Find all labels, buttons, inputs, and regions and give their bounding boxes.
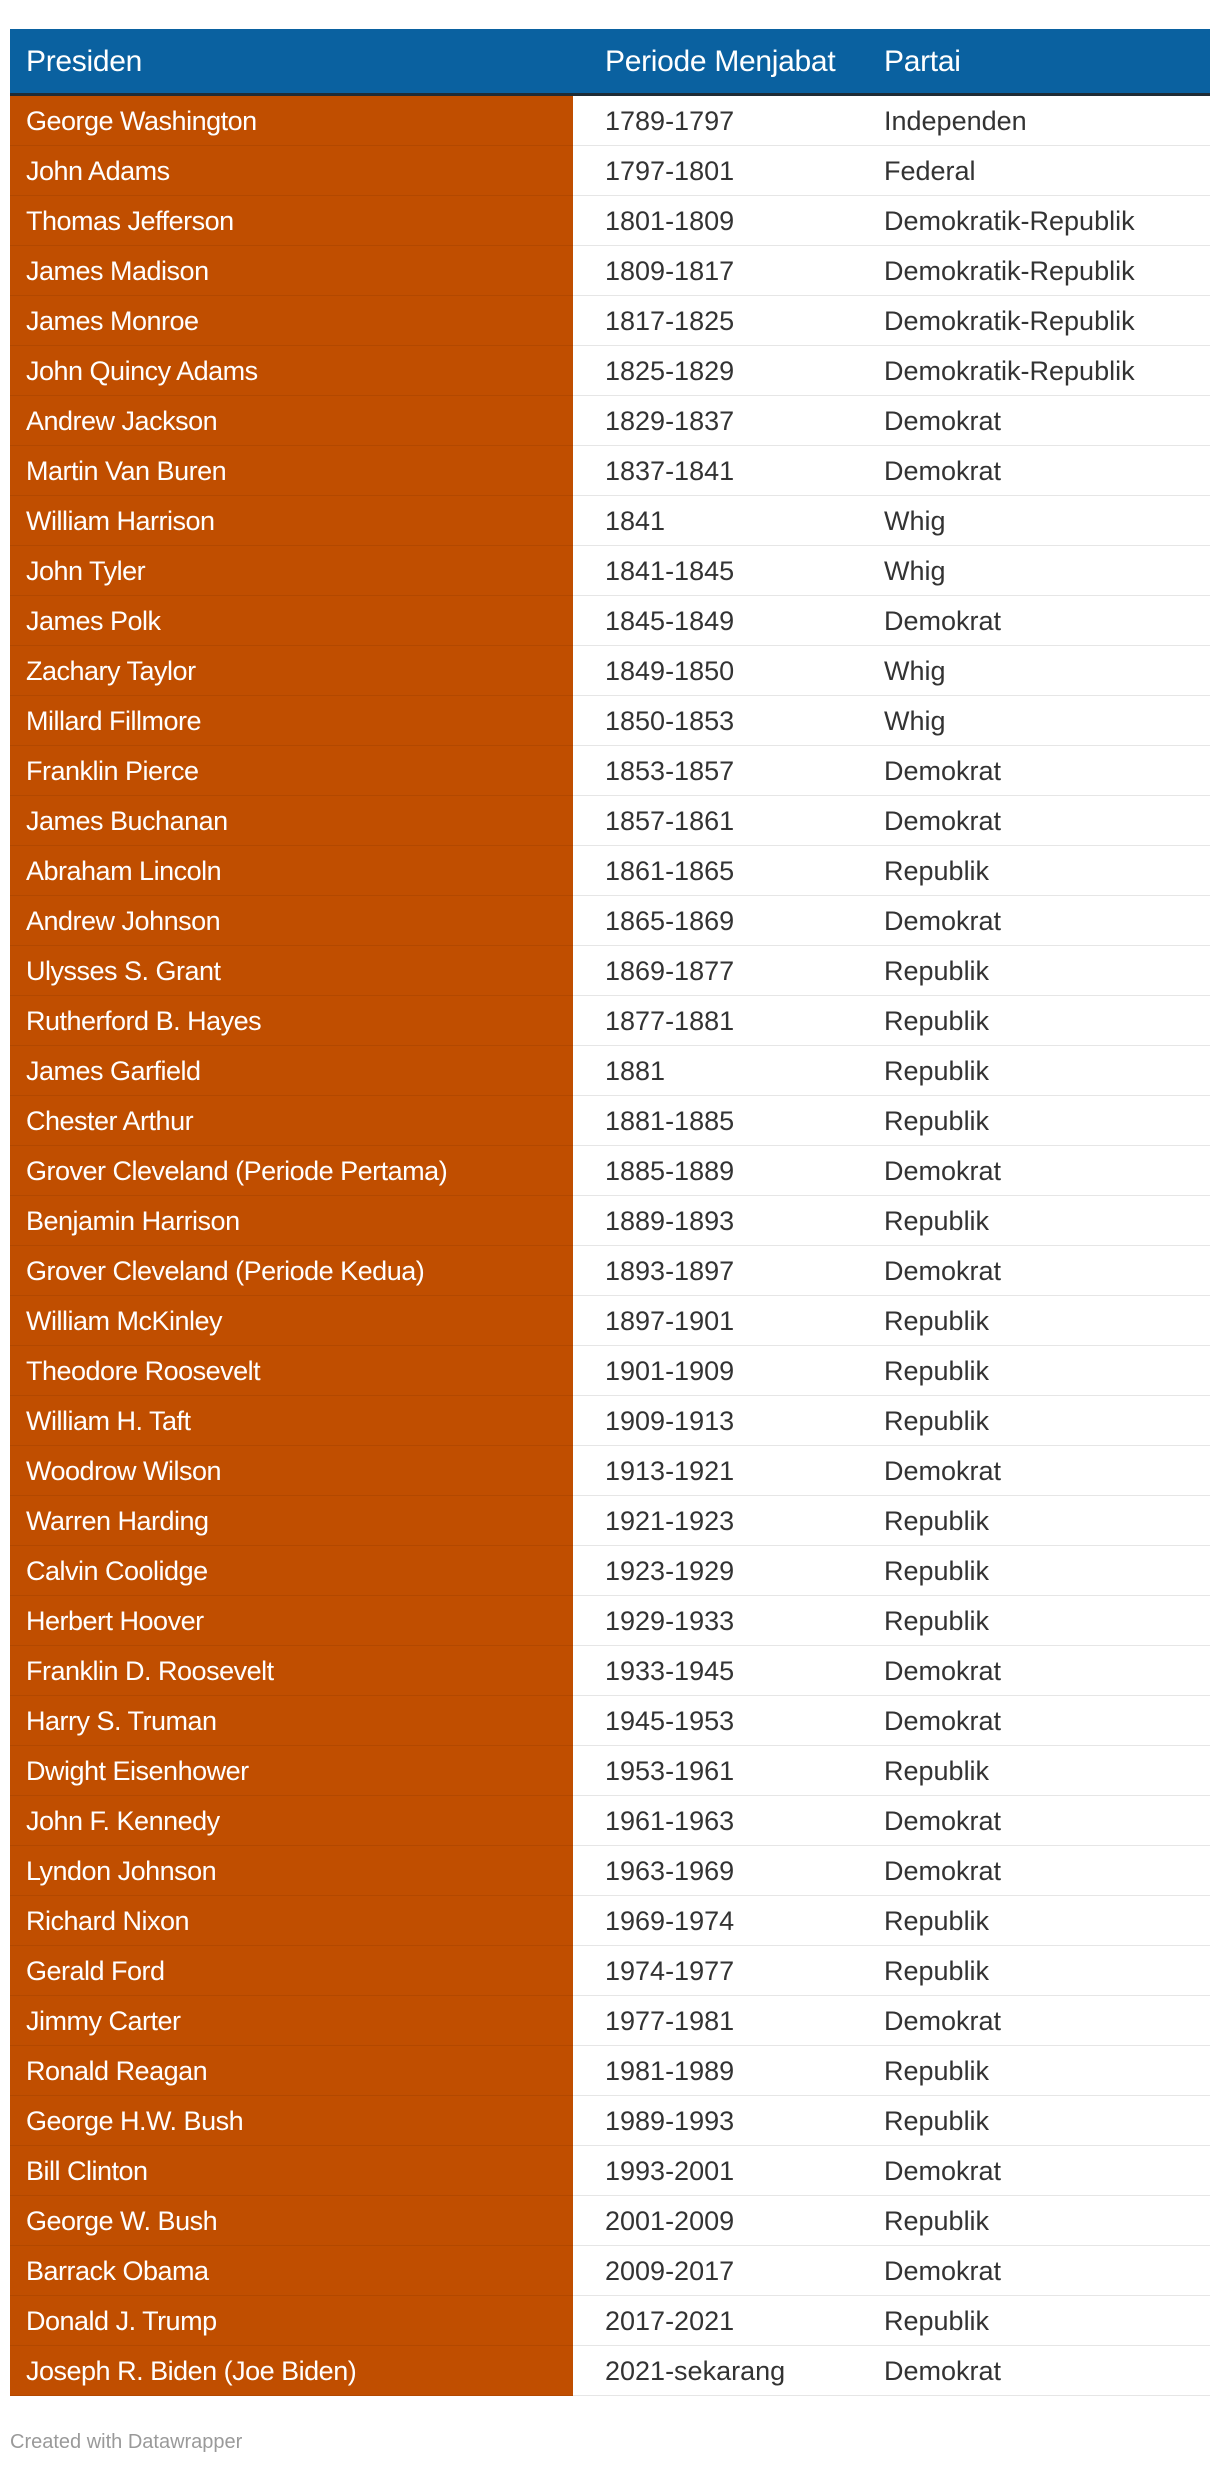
cell-president: Donald J. Trump xyxy=(10,2296,573,2346)
cell-president: Bill Clinton xyxy=(10,2146,573,2196)
cell-term: 1893-1897 xyxy=(573,1246,884,1296)
cell-party: Republik xyxy=(884,1946,1210,1996)
table-row xyxy=(10,1496,1210,1546)
header-party[interactable]: Partai xyxy=(884,44,961,78)
table-row xyxy=(10,1146,1210,1196)
cell-term: 2009-2017 xyxy=(573,2246,884,2296)
cell-party: Republik xyxy=(884,2046,1210,2096)
cell-term: 2017-2021 xyxy=(573,2296,884,2346)
cell-term: 1963-1969 xyxy=(573,1846,884,1896)
table-row xyxy=(10,1846,1210,1896)
cell-party: Demokratik-Republik xyxy=(884,246,1210,296)
cell-party: Independen xyxy=(884,96,1210,146)
cell-president: John Quincy Adams xyxy=(10,346,573,396)
table-row xyxy=(10,1296,1210,1346)
footer-credit[interactable]: Created with Datawrapper xyxy=(10,2431,243,2453)
cell-term: 1789-1797 xyxy=(573,96,884,146)
table-row xyxy=(10,446,1210,496)
cell-president: Thomas Jefferson xyxy=(10,196,573,246)
table-row xyxy=(10,2296,1210,2346)
table-row xyxy=(10,196,1210,246)
table-row xyxy=(10,596,1210,646)
cell-party: Republik xyxy=(884,2196,1210,2246)
cell-term: 2001-2009 xyxy=(573,2196,884,2246)
cell-party: Republik xyxy=(884,846,1210,896)
cell-president: George H.W. Bush xyxy=(10,2096,573,2146)
cell-term: 1885-1889 xyxy=(573,1146,884,1196)
table-row xyxy=(10,396,1210,446)
cell-term: 1889-1893 xyxy=(573,1196,884,1246)
table-row xyxy=(10,846,1210,896)
cell-term: 1869-1877 xyxy=(573,946,884,996)
cell-party: Demokrat xyxy=(884,396,1210,446)
cell-president: Ronald Reagan xyxy=(10,2046,573,2096)
cell-president: Calvin Coolidge xyxy=(10,1546,573,1596)
cell-term: 1877-1881 xyxy=(573,996,884,1046)
table-row xyxy=(10,1746,1210,1796)
cell-party: Republik xyxy=(884,1496,1210,1546)
cell-term: 1993-2001 xyxy=(573,2146,884,2196)
cell-party: Demokrat xyxy=(884,2246,1210,2296)
cell-term: 1929-1933 xyxy=(573,1596,884,1646)
table-row xyxy=(10,2246,1210,2296)
cell-party: Whig xyxy=(884,546,1210,596)
cell-term: 1989-1993 xyxy=(573,2096,884,2146)
cell-term: 1981-1989 xyxy=(573,2046,884,2096)
table-row xyxy=(10,1696,1210,1746)
cell-party: Demokrat xyxy=(884,1996,1210,2046)
cell-party: Demokrat xyxy=(884,2346,1210,2396)
cell-president: Warren Harding xyxy=(10,1496,573,1546)
table-row xyxy=(10,346,1210,396)
cell-term: 1901-1909 xyxy=(573,1346,884,1396)
cell-party: Whig xyxy=(884,496,1210,546)
cell-president: Ulysses S. Grant xyxy=(10,946,573,996)
cell-party: Republik xyxy=(884,996,1210,1046)
cell-party: Demokrat xyxy=(884,1796,1210,1846)
cell-president: Zachary Taylor xyxy=(10,646,573,696)
header-term[interactable]: Periode Menjabat xyxy=(605,44,836,78)
cell-president: John F. Kennedy xyxy=(10,1796,573,1846)
table-row xyxy=(10,2196,1210,2246)
cell-party: Demokratik-Republik xyxy=(884,196,1210,246)
cell-term: 1797-1801 xyxy=(573,146,884,196)
cell-president: Barrack Obama xyxy=(10,2246,573,2296)
cell-party: Demokratik-Republik xyxy=(884,296,1210,346)
cell-party: Republik xyxy=(884,1896,1210,1946)
table-row xyxy=(10,1396,1210,1446)
cell-party: Demokrat xyxy=(884,1846,1210,1896)
cell-term: 1881-1885 xyxy=(573,1096,884,1146)
cell-party: Demokrat xyxy=(884,896,1210,946)
cell-term: 1923-1929 xyxy=(573,1546,884,1596)
table-row xyxy=(10,1996,1210,2046)
cell-president: William Harrison xyxy=(10,496,573,546)
cell-party: Demokrat xyxy=(884,446,1210,496)
cell-party: Republik xyxy=(884,1046,1210,1096)
cell-president: Grover Cleveland (Periode Pertama) xyxy=(10,1146,573,1196)
cell-party: Whig xyxy=(884,646,1210,696)
cell-president: Lyndon Johnson xyxy=(10,1846,573,1896)
table-row xyxy=(10,2096,1210,2146)
cell-party: Demokrat xyxy=(884,2146,1210,2196)
table-row xyxy=(10,496,1210,546)
cell-term: 1849-1850 xyxy=(573,646,884,696)
header-president[interactable]: Presiden xyxy=(26,44,143,78)
table-row xyxy=(10,696,1210,746)
cell-term: 1945-1953 xyxy=(573,1696,884,1746)
cell-term: 1850-1853 xyxy=(573,696,884,746)
cell-president: Andrew Johnson xyxy=(10,896,573,946)
table-row xyxy=(10,246,1210,296)
cell-party: Demokrat xyxy=(884,1696,1210,1746)
table-row xyxy=(10,996,1210,1046)
cell-president: Grover Cleveland (Periode Kedua) xyxy=(10,1246,573,1296)
cell-party: Republik xyxy=(884,1096,1210,1146)
table-body xyxy=(10,96,1210,2396)
cell-party: Federal xyxy=(884,146,1210,196)
cell-president: William McKinley xyxy=(10,1296,573,1346)
cell-party: Whig xyxy=(884,696,1210,746)
table-row xyxy=(10,946,1210,996)
cell-party: Demokrat xyxy=(884,1446,1210,1496)
cell-term: 1977-1981 xyxy=(573,1996,884,2046)
cell-president: Andrew Jackson xyxy=(10,396,573,446)
cell-president: James Buchanan xyxy=(10,796,573,846)
table-row xyxy=(10,646,1210,696)
cell-term: 1881 xyxy=(573,1046,884,1096)
cell-president: Herbert Hoover xyxy=(10,1596,573,1646)
table-row xyxy=(10,1796,1210,1846)
cell-term: 1974-1977 xyxy=(573,1946,884,1996)
cell-president: Abraham Lincoln xyxy=(10,846,573,896)
table-row xyxy=(10,1446,1210,1496)
cell-party: Republik xyxy=(884,1296,1210,1346)
cell-president: George Washington xyxy=(10,96,573,146)
cell-president: Richard Nixon xyxy=(10,1896,573,1946)
table-row xyxy=(10,896,1210,946)
cell-term: 1961-1963 xyxy=(573,1796,884,1846)
table-row xyxy=(10,1546,1210,1596)
cell-president: Millard Fillmore xyxy=(10,696,573,746)
cell-party: Republik xyxy=(884,1196,1210,1246)
cell-party: Demokrat xyxy=(884,1146,1210,1196)
cell-term: 1861-1865 xyxy=(573,846,884,896)
cell-president: Theodore Roosevelt xyxy=(10,1346,573,1396)
table-row xyxy=(10,1096,1210,1146)
cell-term: 1809-1817 xyxy=(573,246,884,296)
cell-term: 1837-1841 xyxy=(573,446,884,496)
cell-term: 1829-1837 xyxy=(573,396,884,446)
table-row xyxy=(10,2046,1210,2096)
cell-party: Republik xyxy=(884,2096,1210,2146)
cell-president: Martin Van Buren xyxy=(10,446,573,496)
cell-term: 1857-1861 xyxy=(573,796,884,846)
cell-party: Republik xyxy=(884,1596,1210,1646)
cell-president: John Adams xyxy=(10,146,573,196)
cell-party: Demokrat xyxy=(884,796,1210,846)
table-header xyxy=(10,29,1210,96)
cell-term: 1841 xyxy=(573,496,884,546)
table-row xyxy=(10,796,1210,846)
table-row xyxy=(10,546,1210,596)
table-row xyxy=(10,1046,1210,1096)
cell-president: Franklin Pierce xyxy=(10,746,573,796)
cell-president: Rutherford B. Hayes xyxy=(10,996,573,1046)
cell-term: 1845-1849 xyxy=(573,596,884,646)
cell-party: Republik xyxy=(884,1546,1210,1596)
cell-term: 1817-1825 xyxy=(573,296,884,346)
cell-president: Joseph R. Biden (Joe Biden) xyxy=(10,2346,573,2396)
cell-president: Benjamin Harrison xyxy=(10,1196,573,1246)
table-row xyxy=(10,96,1210,146)
cell-party: Republik xyxy=(884,1396,1210,1446)
cell-president: James Monroe xyxy=(10,296,573,346)
table-row xyxy=(10,1896,1210,1946)
cell-party: Republik xyxy=(884,1746,1210,1796)
cell-president: James Polk xyxy=(10,596,573,646)
cell-term: 1853-1857 xyxy=(573,746,884,796)
cell-president: Woodrow Wilson xyxy=(10,1446,573,1496)
table-row xyxy=(10,1596,1210,1646)
cell-president: Franklin D. Roosevelt xyxy=(10,1646,573,1696)
cell-term: 1953-1961 xyxy=(573,1746,884,1796)
table-row xyxy=(10,1346,1210,1396)
table-row xyxy=(10,2146,1210,2196)
cell-president: John Tyler xyxy=(10,546,573,596)
table-row xyxy=(10,746,1210,796)
cell-party: Demokrat xyxy=(884,596,1210,646)
cell-term: 1825-1829 xyxy=(573,346,884,396)
table-row xyxy=(10,1646,1210,1696)
cell-term: 1865-1869 xyxy=(573,896,884,946)
cell-party: Demokrat xyxy=(884,1246,1210,1296)
cell-president: Dwight Eisenhower xyxy=(10,1746,573,1796)
cell-term: 1897-1901 xyxy=(573,1296,884,1346)
cell-term: 1801-1809 xyxy=(573,196,884,246)
cell-president: James Madison xyxy=(10,246,573,296)
cell-party: Demokrat xyxy=(884,746,1210,796)
cell-party: Republik xyxy=(884,2296,1210,2346)
cell-president: Chester Arthur xyxy=(10,1096,573,1146)
cell-president: George W. Bush xyxy=(10,2196,573,2246)
cell-president: James Garfield xyxy=(10,1046,573,1096)
cell-president: Harry S. Truman xyxy=(10,1696,573,1746)
cell-president: Gerald Ford xyxy=(10,1946,573,1996)
table-row xyxy=(10,2346,1210,2396)
cell-term: 1909-1913 xyxy=(573,1396,884,1446)
cell-term: 1841-1845 xyxy=(573,546,884,596)
cell-term: 2021-sekarang xyxy=(573,2346,884,2396)
cell-term: 1969-1974 xyxy=(573,1896,884,1946)
presidents-table xyxy=(10,29,1210,2396)
table-row xyxy=(10,1946,1210,1996)
cell-president: Jimmy Carter xyxy=(10,1996,573,2046)
table-row xyxy=(10,1196,1210,1246)
cell-term: 1933-1945 xyxy=(573,1646,884,1696)
table-row xyxy=(10,296,1210,346)
cell-party: Demokratik-Republik xyxy=(884,346,1210,396)
cell-term: 1921-1923 xyxy=(573,1496,884,1546)
cell-president: William H. Taft xyxy=(10,1396,573,1446)
cell-party: Republik xyxy=(884,946,1210,996)
table-row xyxy=(10,1246,1210,1296)
table-row xyxy=(10,146,1210,196)
cell-term: 1913-1921 xyxy=(573,1446,884,1496)
cell-party: Demokrat xyxy=(884,1646,1210,1696)
cell-party: Republik xyxy=(884,1346,1210,1396)
